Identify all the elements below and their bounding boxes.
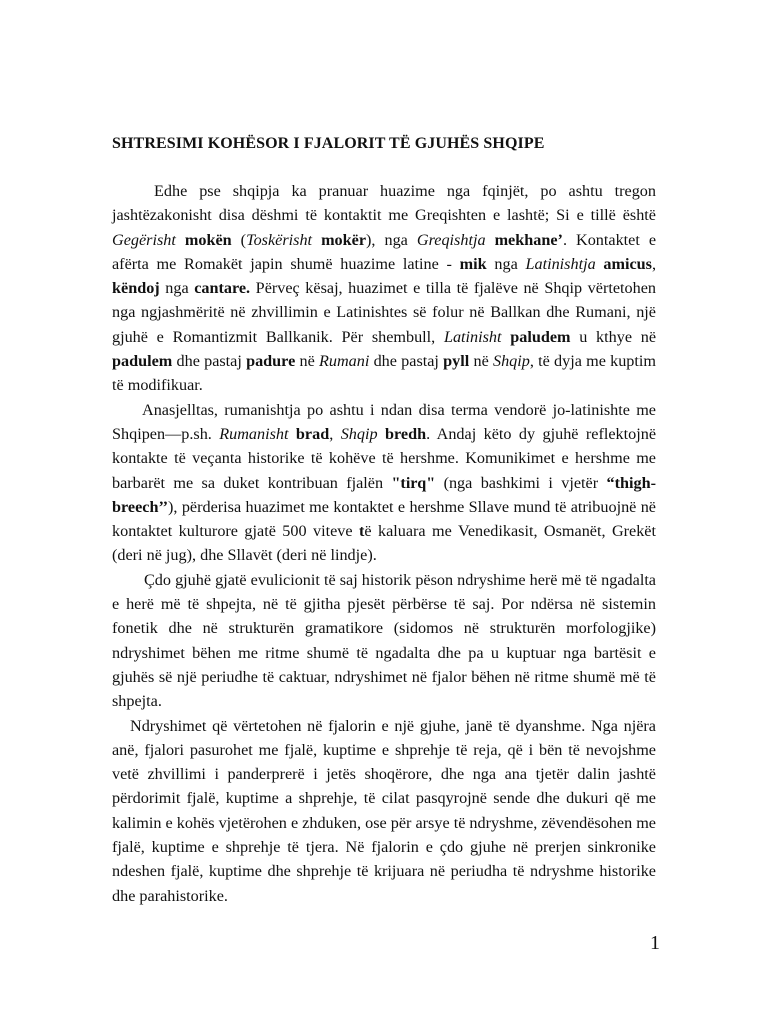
italic-term: Latinishtja [525, 254, 596, 273]
italic-term: Latinisht [443, 327, 502, 346]
italic-term: Greqishtja [416, 230, 486, 249]
text-run: Anasjelltas, rumanishtja po ashtu i ndan disa terma vendorë jo-latinishte me Shqipen—p.sh. [112, 400, 656, 443]
text-run [502, 328, 511, 346]
italic-term: Shqip [340, 424, 378, 443]
text-run: Përveç kësaj, huazimet e tilla të fjalëve në Shqip vërtetohen nga ngjashmëritë në zhvillimin e Latinishtes së folur në Ballkan dhe Rumani, një gjuhë e Romantizmit Ballkanik. Për shembull, [112, 279, 656, 346]
bold-term: mik [459, 254, 487, 273]
bold-term: mokën [184, 230, 232, 249]
text-run [486, 231, 495, 249]
text-run: në [469, 352, 493, 371]
text-run: , [329, 424, 341, 443]
text-run: në [295, 352, 319, 371]
italic-term: Gegërisht [112, 230, 176, 249]
bold-term: këndoj [112, 279, 160, 298]
text-run [176, 231, 185, 249]
bold-term: cantare. [194, 279, 251, 298]
italic-term: Rumani [319, 352, 370, 371]
bold-term: pyll [443, 352, 470, 371]
paragraph-2 [112, 398, 656, 568]
paragraph-4: Ndryshimet që vërtetohen në fjalorin e një gjuhe, janë të dyanshme. Nga njëra anë, fjalori pasurohet me fjalë, kuptime e shprehje të reja, që i bën të nevojshme vetë zhvillimi i panderprerë i jetës shoqërore, dhe nga ana tjetër dalin jashtë përdorimit fjalë, kuptime a shprehje, të cilat pasqyrojnë sende dhe dukuri që me kalimin e kohës vjetërohen e zhduken, ose për arsye të ndryshme, zëvendësohen me fjalë, kuptime e shprehje të tjera. Në fjalorin e çdo gjuhe në prerjen sinkronike ndeshen fjalë, kuptime dhe shprehje të krijuara në periudha të ndryshme historike dhe parahistorike. [112, 716, 656, 905]
text-run [289, 425, 296, 443]
italic-term: Shqip [492, 352, 530, 371]
text-run: Edhe pse shqipja ka pranuar huazime nga fqinjët, po ashtu tregon jashtëzakonisht disa dëshmi të kontaktit me Greqishten e lashtë; Si e tillë është [112, 182, 656, 225]
text-run: u kthye në [570, 327, 656, 346]
paragraph-1 [112, 179, 656, 398]
italic-term: Toskërisht [246, 230, 313, 249]
bold-term: amicus [603, 254, 652, 273]
text-run: ), nga [366, 230, 417, 249]
body-text [112, 179, 656, 908]
text-run [378, 425, 385, 443]
text-run: dhe pastaj [369, 352, 444, 371]
text-run: , të dyja me kuptim të modifikuar. [112, 352, 656, 395]
bold-term: bredh [384, 424, 427, 443]
text-run: . Andaj këto dy gjuhë reflektojnë kontakte të veçanta historike të kohëve të hershme. Komunikimet e hershme me barbarët me sa duket kontribuan fjalën [112, 424, 657, 492]
text-run: nga [159, 279, 195, 298]
bold-term: padulem [112, 352, 173, 371]
text-run: ( [231, 230, 247, 249]
bold-term: mekhane’ [494, 230, 563, 249]
page-title: SHTRESIMI KOHËSOR I FJALORIT TË GJUHËS SHQIPE [112, 135, 545, 152]
text-run: , [651, 254, 657, 273]
bold-term: “thigh-breech’’ [112, 473, 656, 516]
text-run: ë kaluara me Venedikasit, Osmanët, Grekët (deri në jug), dhe Sllavët (deri në lindje). [112, 522, 656, 565]
bold-term: paludem [510, 327, 571, 346]
paragraph-3: Çdo gjuhë gjatë evulicionit të saj historik pëson ndryshime herë më të ngadalta e herë më të shpejta, në të gjitha pjesët përbërse të saj. Por ndërsa në sistemin fonetik dhe në strukturën gramatikore (sidomos në strukturën morfologjike) ndryshimet bëhen me ritme shumë të ngadalta dhe pa u kuptuar nga bartësit e gjuhës së një periudhe të caktuar, ndryshimet në fjalor bëhen në ritme shumë më të shpejta. [112, 570, 656, 711]
bold-term: t [358, 522, 365, 541]
text-run: . Kontaktet e afërta me Romakët japin shumë huazime latine - [112, 230, 657, 273]
italic-term: Rumanisht [219, 424, 289, 443]
bold-term: padure [246, 352, 296, 371]
bold-term: mokër [321, 230, 367, 249]
bold-term: brad [295, 424, 330, 443]
text-run: (nga bashkimi i vjetër [435, 473, 607, 492]
text-run [312, 231, 321, 249]
page-number: 1 [650, 932, 660, 954]
bold-term: "tirq" [391, 473, 436, 492]
text-run: nga [486, 254, 526, 273]
text-run: ), përderisa huazimet me kontaktet e hershme Sllave mund të atribuojnë në kontaktet kulturore gjatë 500 viteve [112, 497, 656, 541]
text-run: dhe pastaj [172, 352, 247, 371]
